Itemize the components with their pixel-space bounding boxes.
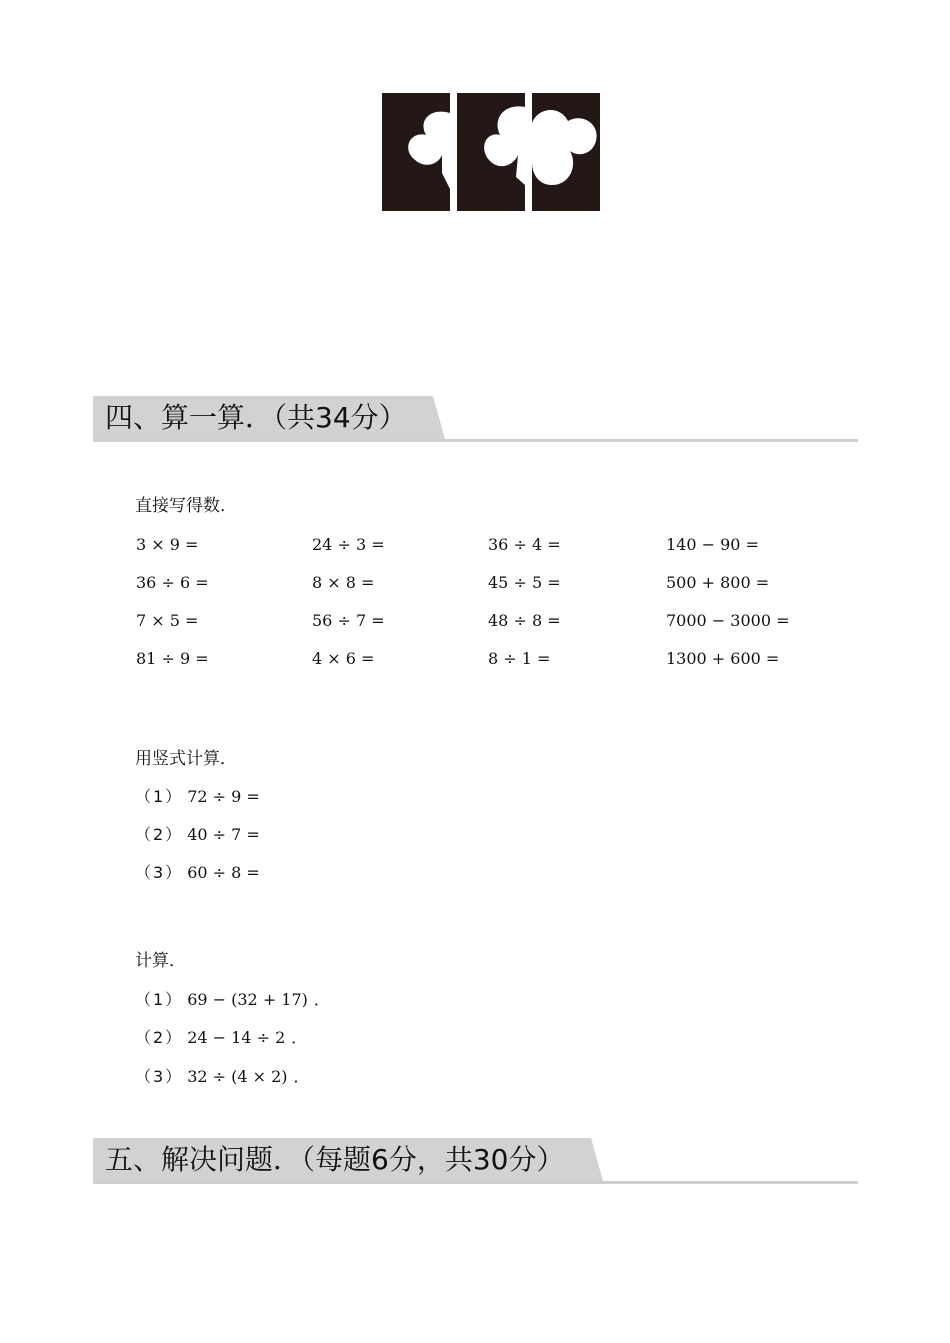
item-number: （2） [135,825,184,844]
calc-row-4 [0,647,950,671]
logo-image [382,93,600,211]
part1-heading: 直接写得数． [135,496,237,516]
section-header-rule [93,1181,858,1184]
item-end-mark: ． [313,990,330,1009]
part2-heading: 用竖式计算． [135,749,237,769]
section-header-rule [93,439,858,442]
calc-row-3 [0,609,950,633]
calc-cell: 140 − 90 = [666,535,759,554]
calc-cell: 1300 + 600 = [666,649,780,668]
item-expression: 72 ÷ 9 = [187,787,260,806]
calc-cell: 8 ÷ 1 = [488,649,551,668]
calc-cell: 36 ÷ 4 = [488,535,561,554]
item-number: （3） [135,1067,184,1086]
item-number: （1） [135,787,184,806]
calc-cell: 56 ÷ 7 = [312,611,385,630]
calc-cell: 48 ÷ 8 = [488,611,561,630]
calc-cell: 7000 − 3000 = [666,611,790,630]
mixed-calc-item-1 [135,987,330,1011]
item-number: （3） [135,863,184,882]
calc-cell: 45 ÷ 5 = [488,573,561,592]
section-title-5: 五、解决问题．（每题6分，共30分） [105,1143,565,1176]
vertical-calc-item-3 [135,861,260,885]
calc-cell: 3 × 9 = [136,535,199,554]
item-expression: 69 − (32 + 17) [187,990,308,1009]
section-title-4: 四、算一算．（共34分） [105,401,407,434]
calc-cell: 7 × 5 = [136,611,199,630]
calc-row-2 [0,571,950,595]
calc-cell: 8 × 8 = [312,573,375,592]
calc-cell: 36 ÷ 6 = [136,573,209,592]
calc-cell: 4 × 6 = [312,649,375,668]
item-expression: 32 ÷ (4 × 2) [187,1067,288,1086]
calc-cell: 24 ÷ 3 = [312,535,385,554]
part3-heading: 计算． [135,951,186,971]
mixed-calc-item-3 [135,1064,310,1088]
mixed-calc-item-2 [135,1025,307,1049]
vertical-calc-item-1 [135,785,260,809]
item-expression: 40 ÷ 7 = [187,825,260,844]
item-number: （2） [135,1028,184,1047]
item-number: （1） [135,990,184,1009]
vertical-calc-item-2 [135,823,260,847]
item-end-mark: ． [291,1028,308,1047]
item-expression: 24 − 14 ÷ 2 [187,1028,286,1047]
calc-row-1 [0,533,950,557]
item-expression: 60 ÷ 8 = [187,863,260,882]
section-header-5 [93,1138,858,1184]
section-header-4 [93,396,858,442]
calc-cell: 500 + 800 = [666,573,770,592]
calc-cell: 81 ÷ 9 = [136,649,209,668]
item-end-mark: ． [293,1067,310,1086]
